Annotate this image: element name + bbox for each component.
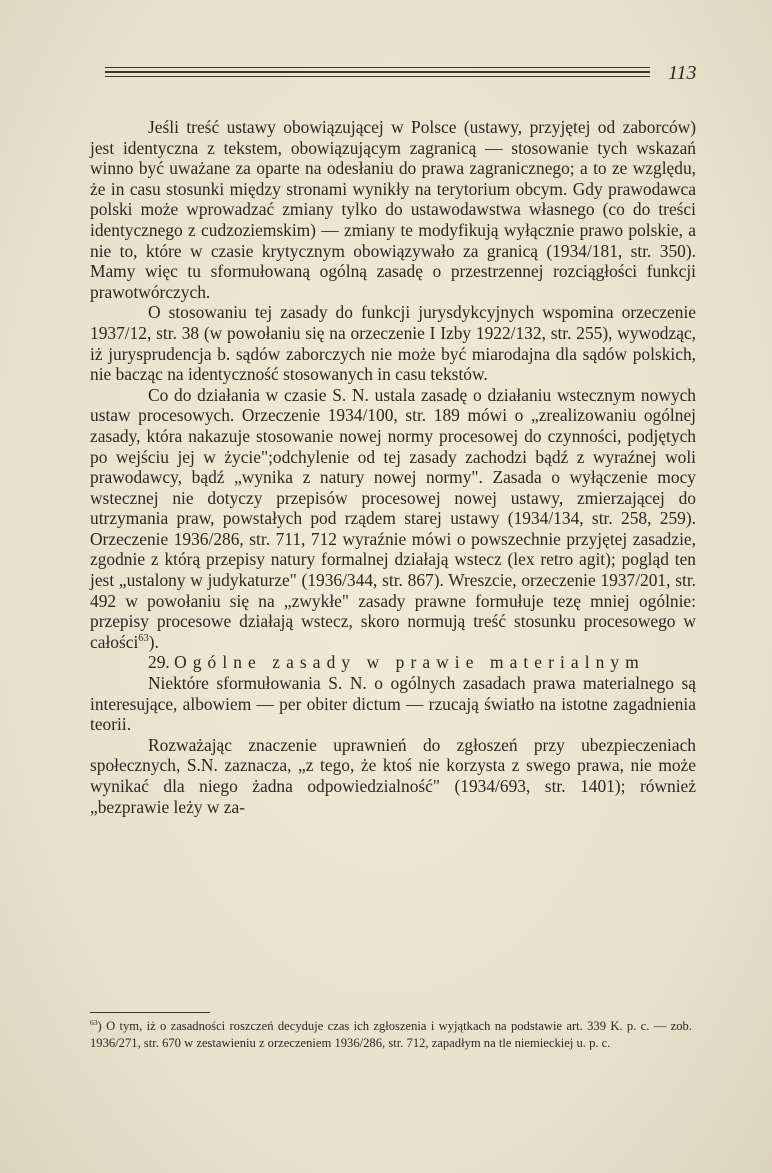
paragraph-3-text: Co do działania w czasie S. N. ustala zasadę o działaniu wstecznym nowych ustaw procesowych. Orzeczenie 1934/100, str. 189 mówi o „zrealizowaniu ogólnej zasady, która nakazuje stosowanie nowej normy procesowej do czynności, podjętych po wejściu jej w życie";odchylenie od tej zasady zachodzi bądź z wyraźnej woli prawodawcy, bądź „wynika z natury nowej normy". Zasada o wyłączenie mocy wstecznej nie dotyczy przepisów procesowej nowej ustawy, zmierzającej do utrzymania praw, powstałych pod rządem starej ustawy (1934/134, str. 258, 259). Orzeczenie 1936/286, str. 711, 712 wyraźnie mówi o powszechnie przyjętej zasadzie, zgodnie z którą przepisy natury formalnej działają wstecz (lex retro agit); pogląd ten jest „ustalony w judykaturze" (1936/344, str. 867). Wreszcie, orzeczenie 1937/201, str. 492 w powołaniu się na „zwykłe" zasady prawne formułuje tezę mniej ogólnie: przepisy procesowe działają wstecz, skoro normują treść stosunku procesowego w całości <box>90 384 696 652</box>
section-number: 29. <box>148 652 170 673</box>
footnote-separator <box>90 1012 210 1013</box>
paragraph-3 <box>90 385 696 653</box>
paragraph-1: Jeśli treść ustawy obowiązującej w Polsce (ustawy, przyjętej od zaborców) jest identyczna z tekstem, obowiązującym zagranicą — stosowanie tych wskazań winno być uważane za oparte na odesłaniu do prawa zagranicznego; a to ze względu, że in casu stosunki między stronami wynikły na terytorium obcym. Gdy prawodawca polski może wprowadzać zmiany tylko do ustawodawstwa własnego (co do treści identycznego z cudzoziemskim) — zmiany te modyfikują wyłącznie prawo polskie, a nie to, które w czasie krytycznym obowiązywało za granicą (1934/181, str. 350). Mamy więc tu sformułowaną ogólną zasadę o przestrzennej rozciągłości funkcji prawotwórczych. <box>90 117 696 302</box>
footnote-reference: 63 <box>138 633 149 645</box>
footnote-text: O tym, iż o zasadności roszczeń decyduje czas ich zgłoszenia i wyjątkach na podstawie art. 339 K. p. c. — zob. 1936/271, str. 670 w zestawieniu z orzeczeniem 1936/286, str. 712, zapadłym na tle niemieckiej u. p. c. <box>90 1019 693 1050</box>
footnote: $^{63}$) O tym, iż o zasadności roszczeń decyduje czas ich zgłoszenia i wyjątkach na podstawie art. 339 K. p. c. — zob. 1936/271, str. 670 w zestawieniu z orzeczeniem 1936/286, str. 712, zapadłym na tle niemieckiej u. p. c. <box>90 1017 693 1050</box>
page-number: 113 <box>668 62 697 84</box>
body-text <box>90 117 696 817</box>
paragraph-2: O stosowaniu tej zasady do funkcji jurysdykcyjnych wspomina orzeczenie 1937/12, str. 38 (w powołaniu się na orzeczenie I Izby 1922/132, str. 255), wywodząc, iż jurysprudencja b. sądów zaborczych nie może być miarodajna dla sądów polskich, nie bacząc na identyczność stosowanych in casu tekstów. <box>90 302 696 385</box>
footnote-marker: 63 <box>90 1017 98 1027</box>
paragraph-4: Niektóre sformułowania S. N. o ogólnych zasadach prawa materialnego są interesujące, albowiem — per obiter dictum — rzucają światło na istotne zagadnienia teorii. <box>90 673 696 735</box>
header-rule <box>105 64 650 78</box>
section-heading <box>90 652 696 673</box>
paragraph-5: Rozważając znaczenie uprawnień do zgłoszeń przy ubezpieczeniach społecznych, S.N. zaznacza, „z tego, że ktoś nie korzysta z swego prawa, nie może wynikać dla niego żadna odpowiedzialność" (1934/693, str. 1401); również „bezprawie leży w za- <box>90 734 696 817</box>
paragraph-3-end: ). <box>148 631 159 652</box>
section-title: Ogólne zasady w prawie materialnym <box>174 652 645 673</box>
